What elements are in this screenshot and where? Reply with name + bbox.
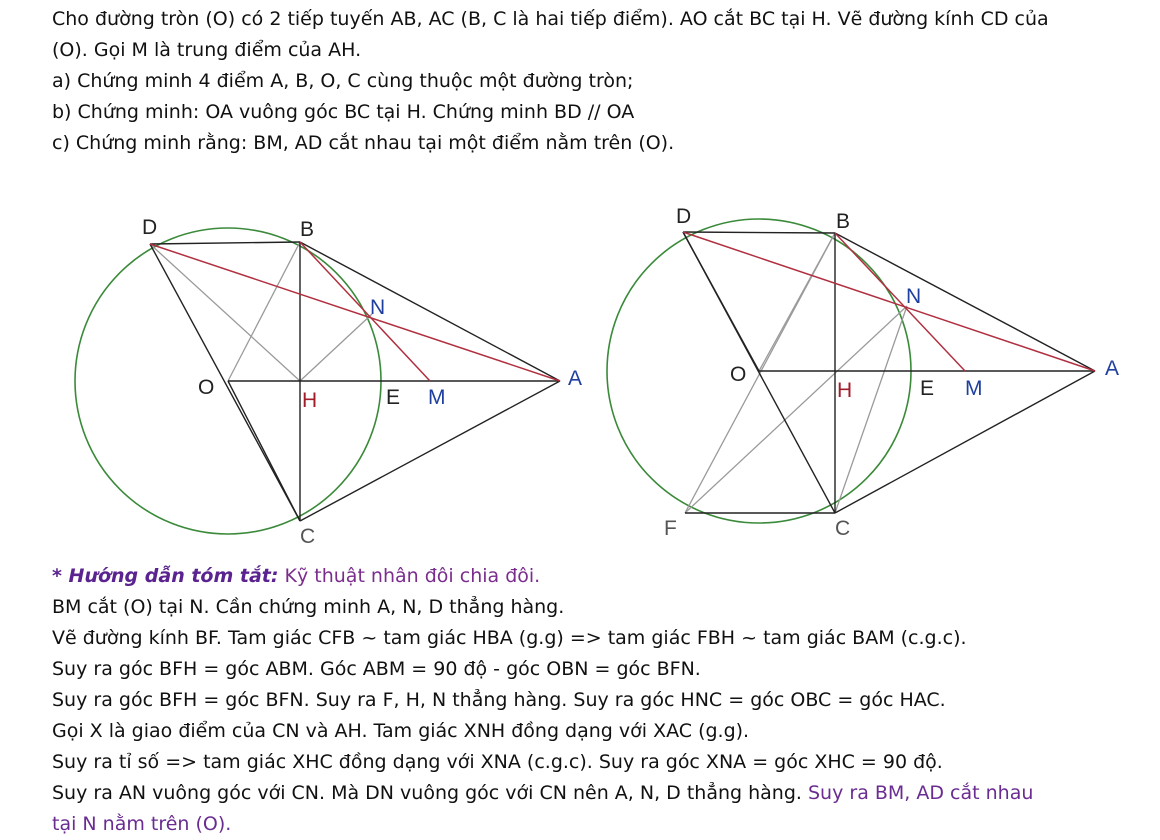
guide-line-cont <box>52 809 1152 840</box>
label-c: C <box>300 525 316 548</box>
segment-bm <box>300 242 430 381</box>
guide-last-text: Suy ra AN vuông góc với CN. Mà DN vuông góc với CN nên A, N, D thẳng hàng. <box>52 782 802 804</box>
label-c: C <box>835 517 851 540</box>
label-h: H <box>302 389 318 412</box>
segment-ba <box>835 233 1095 371</box>
segment-ba <box>300 242 560 381</box>
guide-line: Gọi X là giao điểm của CN và AH. Tam giác XNH đồng dạng với XAC (g.g). <box>52 720 750 742</box>
segment-da <box>683 232 1095 371</box>
segment-db <box>683 232 835 233</box>
figure-2-diagram <box>600 196 1160 558</box>
guide-conclusion-cont: tại N nằm trên (O). <box>52 813 232 835</box>
label-e: E <box>386 386 401 409</box>
guide-line: Suy ra tỉ số => tam giác XHC đồng dạng với XNA (c.g.c). Suy ra góc XNA = góc XHC = 90 độ. <box>52 751 943 773</box>
segment-cn-gray <box>835 306 907 513</box>
label-f: F <box>664 517 677 540</box>
label-a: A <box>1105 357 1120 380</box>
guide-line: Suy ra góc BFH = góc BFN. Suy ra F, H, N thẳng hàng. Suy ra góc HNC = góc OBC = góc HAC. <box>52 689 946 711</box>
label-n: N <box>370 296 386 319</box>
label-a: A <box>568 367 583 390</box>
segment-ob-gray <box>228 242 300 381</box>
problem-line: (O). Gọi M là trung điểm của AH. <box>52 39 362 61</box>
solution-guide <box>52 561 1152 840</box>
problem-statement <box>52 4 1152 159</box>
guide-line: BM cắt (O) tại N. Cần chứng minh A, N, D thẳng hàng. <box>52 596 565 618</box>
problem-line: c) Chứng minh rằng: BM, AD cắt nhau tại một điểm nằm trên (O). <box>52 132 675 154</box>
label-m: M <box>428 386 446 409</box>
label-e: E <box>920 377 935 400</box>
problem-line: a) Chứng minh 4 điểm A, B, O, C cùng thuộc một đường tròn; <box>52 70 634 92</box>
label-d: D <box>142 216 158 239</box>
problem-line: b) Chứng minh: OA vuông góc BC tại H. Chứng minh BD // OA <box>52 101 635 123</box>
label-o: O <box>198 376 215 399</box>
guide-title: * Hướng dẫn tóm tắt: <box>52 565 279 587</box>
label-n: N <box>906 285 922 308</box>
figures <box>0 196 1160 558</box>
guide-technique: Kỹ thuật nhân đôi chia đôi. <box>278 565 541 587</box>
label-o: O <box>730 363 747 386</box>
segment-dh-gray <box>150 244 300 381</box>
problem-line: Cho đường tròn (O) có 2 tiếp tuyến AB, AC (B, C là hai tiếp điểm). AO cắt BC tại H. Vẽ đường kính CD của <box>52 8 1049 30</box>
segment-ob-gray <box>759 233 835 371</box>
figure-1-diagram <box>0 196 600 558</box>
label-d: D <box>676 205 692 228</box>
label-m: M <box>965 377 983 400</box>
segment-fn-gray <box>685 306 907 513</box>
segment-bm <box>835 233 965 371</box>
guide-line: Vẽ đường kính BF. Tam giác CFB ~ tam giác HBA (g.g) => tam giác FBH ~ tam giác BAM (c.g.c). <box>52 627 967 649</box>
label-h: H <box>837 379 853 402</box>
label-b: B <box>836 210 851 233</box>
label-b: B <box>300 218 315 241</box>
segment-od <box>683 232 759 371</box>
segment-da <box>150 244 560 381</box>
guide-line: Suy ra góc BFH = góc ABM. Góc ABM = 90 độ - góc OBN = góc BFN. <box>52 658 701 680</box>
segment-ne-gray <box>300 314 372 381</box>
guide-line-last <box>52 778 1152 809</box>
segment-db <box>150 242 300 244</box>
segment-oc <box>228 381 300 521</box>
guide-conclusion: Suy ra BM, AD cắt nhau <box>801 782 1034 804</box>
guide-heading <box>52 561 1152 592</box>
